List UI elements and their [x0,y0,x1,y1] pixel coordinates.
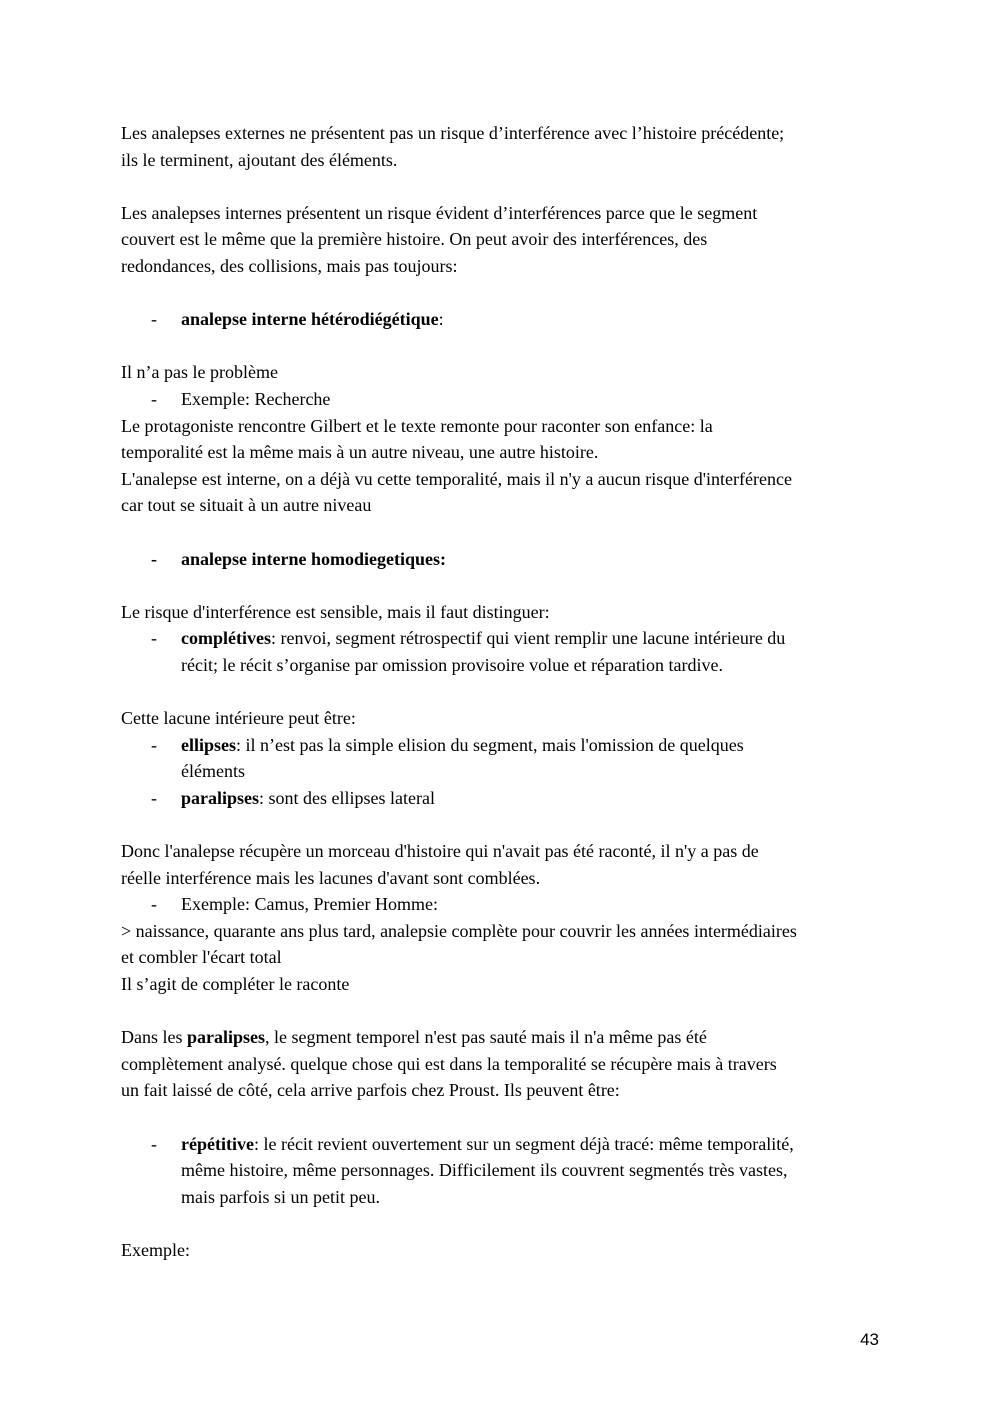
page-number: 43 [860,1330,879,1349]
list-item-exemple-recherche [121,386,896,413]
text-line: redondances, des collisions, mais pas toujours: [121,255,458,276]
spacer [121,173,896,200]
text-fragment: : le récit revient ouvertement sur un segment déjà tracé: même temporalité, [253,1133,794,1154]
list-item-ellipses [121,732,896,785]
spacer [121,519,896,546]
text-line: temporalité est la même mais à un autre niveau, une autre histoire. [121,442,599,463]
spacer [121,678,896,705]
list-marker: - [151,734,157,755]
bold-term: analepse interne homodiegetiques: [181,548,446,569]
list-item-repetitive [121,1131,896,1211]
spacer [121,998,896,1025]
list-marker: - [151,548,157,569]
text-line: un fait laissé de côté, cela arrive parfois chez Proust. Ils peuvent être: [121,1080,620,1101]
text-line: Il s’agit de compléter le raconte [121,974,350,994]
bold-term: paralipses [181,787,260,808]
paragraph-donc [121,838,896,891]
text-line: Les analepses internes présentent un risque évident d’interférences parce que le segment [121,202,758,223]
text-line: couvert est le même que la première histoire. On peut avoir des interférences, des [121,229,708,250]
text-line: et combler l'écart total [121,947,282,968]
text-fragment: Exemple: Camus, Premier Homme: [181,894,438,915]
text-line: > naissance, quarante ans plus tard, analepsie complète pour couvrir les années intermédiaires [121,920,797,941]
text-line: ils le terminent, ajoutant des éléments. [121,149,398,170]
list-marker: - [151,628,157,649]
text-line: car tout se situait à un autre niveau [121,495,372,516]
text-fragment: récit; le récit s’organise par omission provisoire volue et réparation tardive. [181,654,723,675]
text-line: Exemple: [121,1239,190,1260]
list-item-paralipses [121,785,896,812]
list-marker: - [151,894,157,915]
paragraph-risque [121,599,896,626]
text-line: Donc l'analepse récupère un morceau d'histoire qui n'avait pas été raconté, il n'y a pas de [121,841,759,862]
text-line: L'analepse est interne, on a déjà vu cette temporalité, mais il n'y a aucun risque d'interférence [121,468,792,489]
paragraph-lacune [121,705,896,732]
text-line: Le risque d'interférence est sensible, mais il faut distinguer: [121,601,550,622]
text-fragment: mais parfois si un petit peu. [181,1186,380,1207]
text-fragment: même histoire, même personnages. Difficilement ils couvrent segmentés très vastes, [181,1160,788,1181]
spacer [121,572,896,599]
list-item-homodiegetiques [121,546,896,573]
spacer [121,280,896,307]
text-line: complètement analysé. quelque chose qui est dans la temporalité se récupère mais à travers [121,1053,777,1074]
list-marker: - [151,787,157,808]
list-item-heterodiegetique [121,306,896,333]
paragraph-paralipses [121,1024,896,1104]
paragraph-analepses-internes [121,200,896,280]
bold-term: analepse interne hétérodiégétique [181,309,439,330]
text-line: Le protagoniste rencontre Gilbert et le texte remonte pour raconter son enfance: la [121,415,713,436]
list-marker: - [151,309,157,330]
paragraph-analepses-externes [121,120,896,173]
paragraph-gilbert [121,413,896,519]
paragraph-probleme [121,359,896,386]
bold-term: répétitive [181,1133,254,1154]
text-fragment: : renvoi, segment rétrospectif qui vient remplir une lacune intérieure du [270,628,786,649]
spacer [121,1210,896,1237]
spacer [121,811,896,838]
list-item-completives [121,625,896,678]
text-fragment: Exemple: Recherche [181,388,331,409]
spacer [121,333,896,360]
text-line: Il n’a pas le problème [121,362,278,383]
text-fragment: : [438,309,444,330]
bold-term: ellipses [181,734,237,755]
list-marker: - [151,388,157,409]
paragraph-exemple [121,1237,896,1264]
text-fragment: Dans les [121,1027,187,1048]
text-line: Cette lacune intérieure peut être: [121,708,356,729]
bold-term: complétives [181,628,271,649]
text-fragment: éléments [181,761,245,782]
bold-term: paralipses [187,1027,266,1048]
text-fragment: : sont des ellipses lateral [259,787,435,808]
list-marker: - [151,1133,157,1154]
list-item-exemple-camus [121,891,896,918]
text-fragment: , le segment temporel n'est pas sauté mais il n'a même pas été [265,1027,707,1048]
text-line: réelle interférence mais les lacunes d'avant sont comblées. [121,867,541,888]
paragraph-naissance [121,918,896,998]
text-line: Les analepses externes ne présentent pas un risque d’interférence avec l’histoire précédente; [121,123,785,143]
page-body [121,120,896,1264]
text-fragment: : il n’est pas la simple elision du segment, mais l'omission de quelques [236,734,744,755]
spacer [121,1104,896,1131]
